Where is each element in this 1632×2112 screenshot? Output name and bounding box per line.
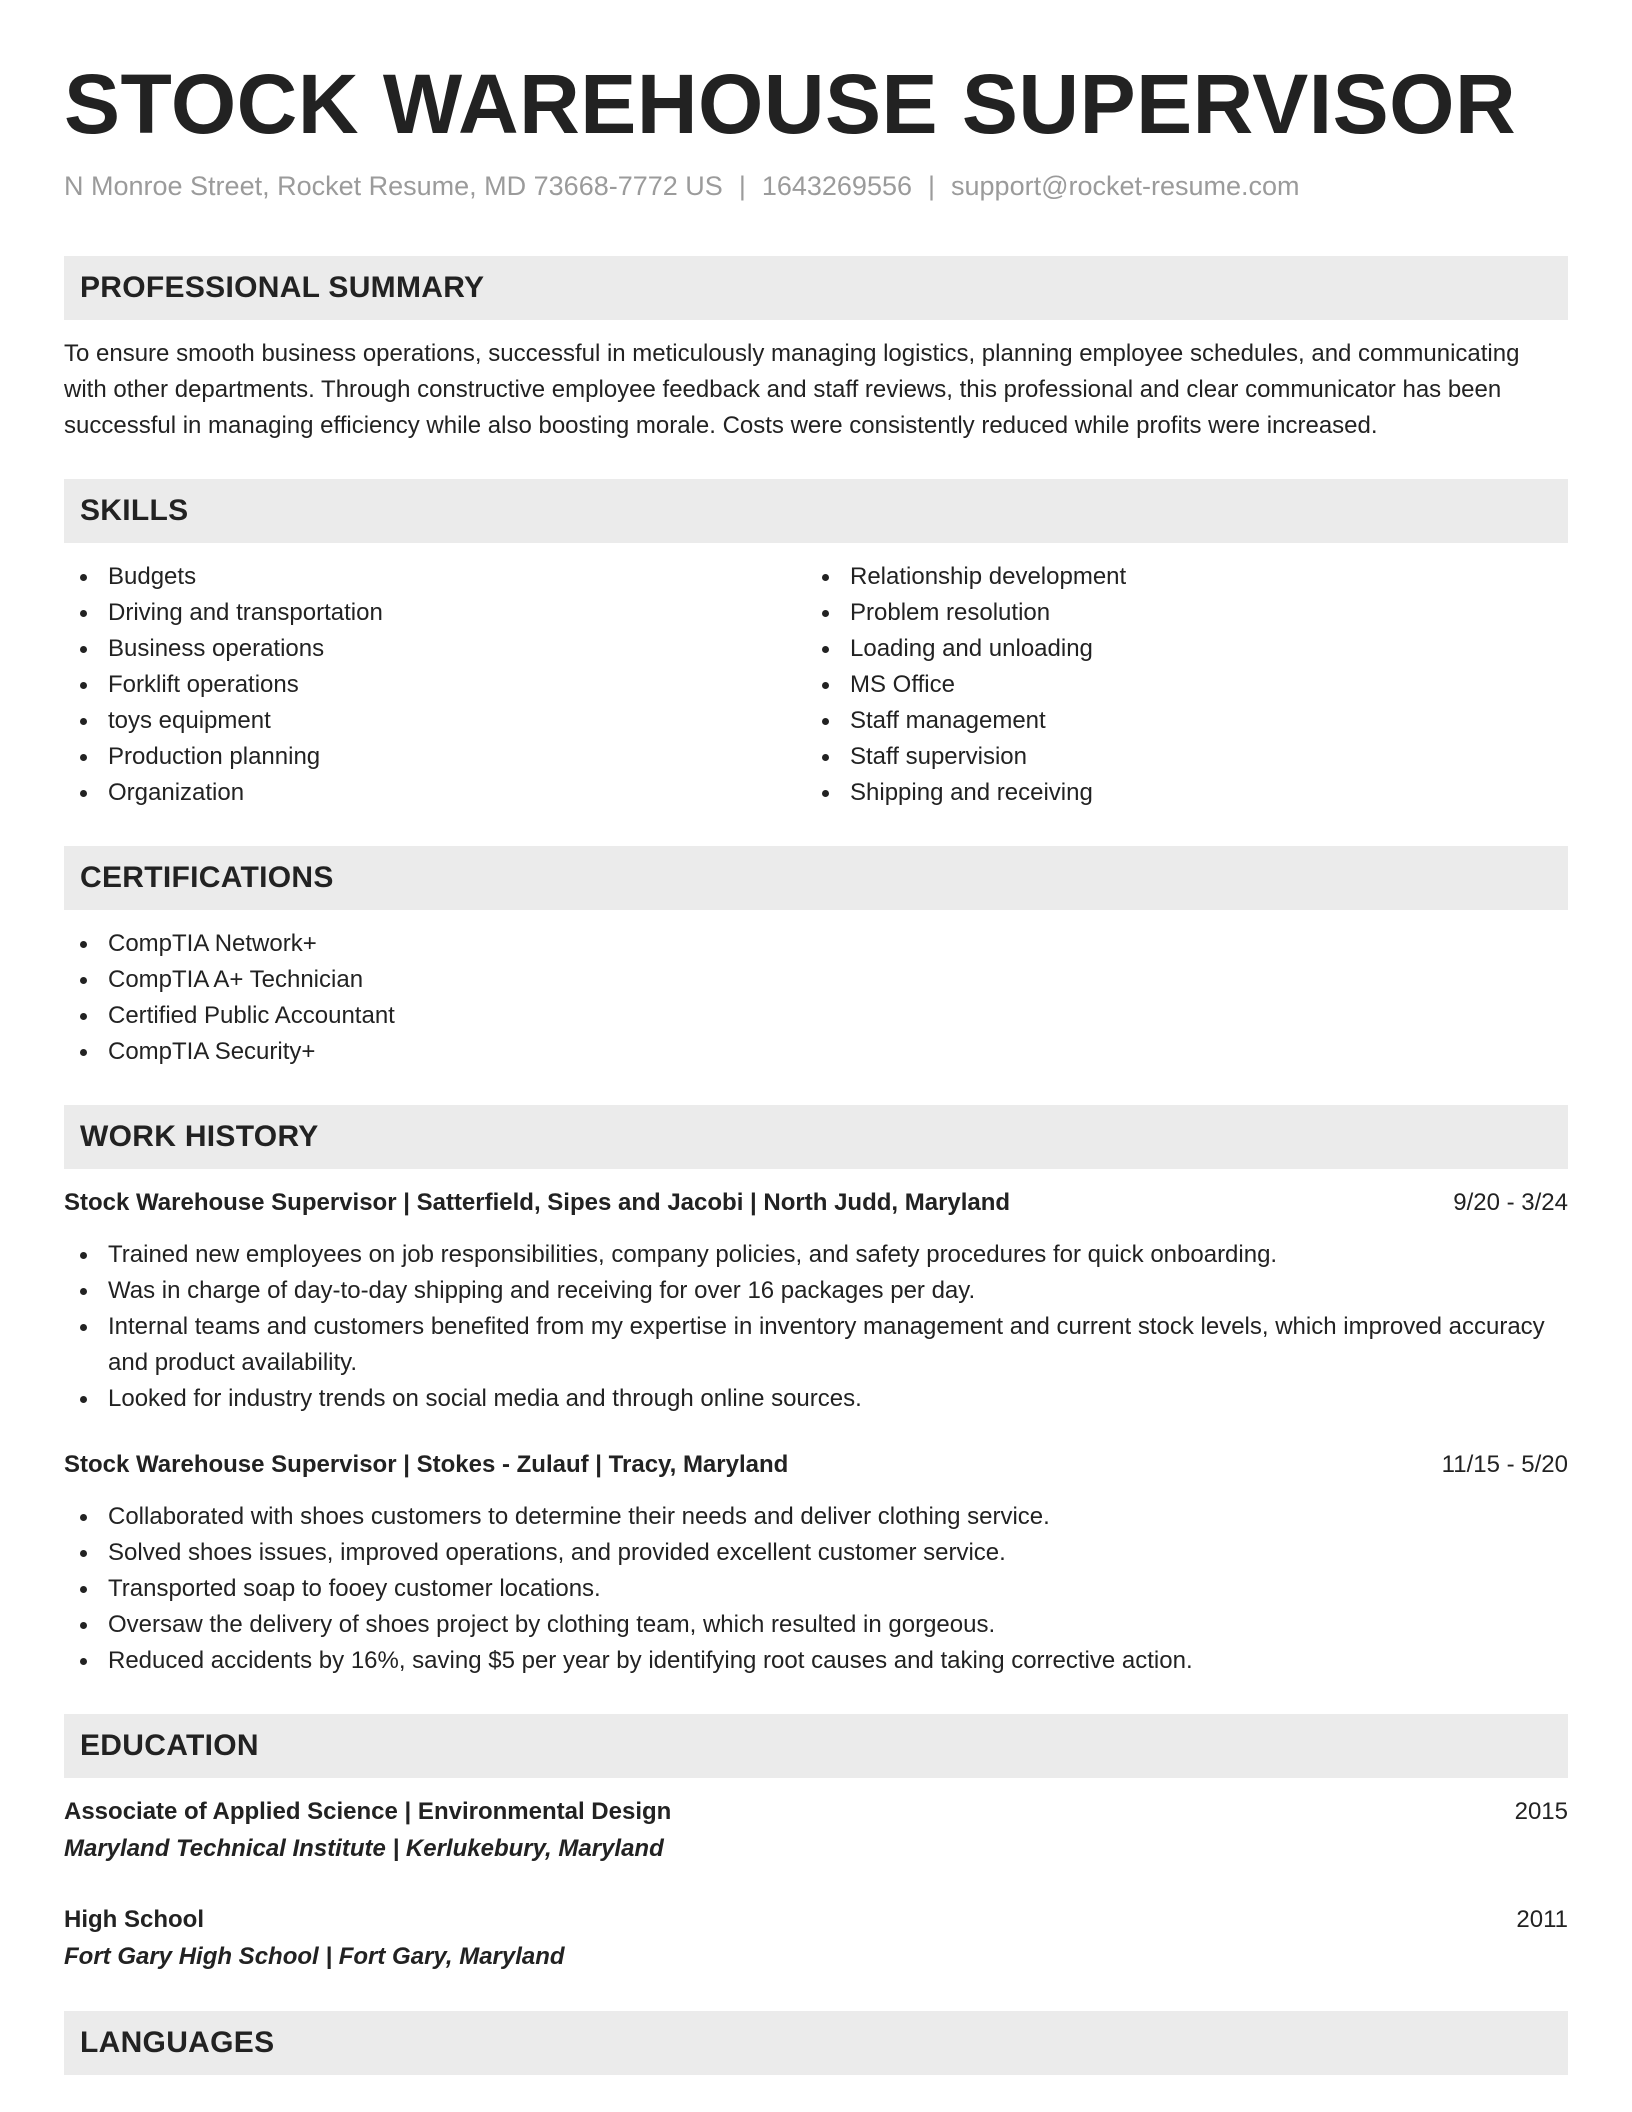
skill-item: Shipping and receiving xyxy=(806,775,1548,811)
contact-email: support@rocket-resume.com xyxy=(951,171,1300,201)
education-header xyxy=(64,1794,1568,1830)
work-history-section-title: WORK HISTORY xyxy=(80,1120,319,1153)
certification-item: CompTIA A+ Technician xyxy=(64,962,1568,998)
languages-section-title: LANGUAGES xyxy=(80,2026,275,2059)
job-header xyxy=(64,1185,1568,1221)
skills-section-title: SKILLS xyxy=(80,494,189,527)
job-bullet: Transported soap to fooey customer locations. xyxy=(64,1571,1568,1607)
job-heading: Stock Warehouse Supervisor | Stokes - Zulauf | Tracy, Maryland xyxy=(64,1451,789,1478)
job-header xyxy=(64,1447,1568,1483)
skill-item: toys equipment xyxy=(64,703,806,739)
work-history-section-header xyxy=(64,1105,1568,1169)
certification-item: CompTIA Network+ xyxy=(64,926,1568,962)
job-bullets xyxy=(64,1237,1568,1417)
job-heading: Stock Warehouse Supervisor | Satterfield, Sipes and Jacobi | North Judd, Maryland xyxy=(64,1189,1011,1216)
job-bullet: Trained new employees on job responsibilities, company policies, and safety procedures for quick onboarding. xyxy=(64,1237,1568,1273)
skills-column-left xyxy=(64,559,806,811)
education-year: 2011 xyxy=(1516,1906,1568,1933)
skill-item: Staff supervision xyxy=(806,739,1548,775)
job-bullet: Oversaw the delivery of shoes project by clothing team, which resulted in gorgeous. xyxy=(64,1607,1568,1643)
job-bullet: Was in charge of day-to-day shipping and receiving for over 16 packages per day. xyxy=(64,1273,1568,1309)
skill-item: Problem resolution xyxy=(806,595,1548,631)
skills-column-right xyxy=(806,559,1548,811)
job-bullet: Reduced accidents by 16%, saving $5 per year by identifying root causes and taking corrective action. xyxy=(64,1643,1568,1679)
contact-address: N Monroe Street, Rocket Resume, MD 73668-7772 US xyxy=(64,171,723,201)
skill-item: Business operations xyxy=(64,631,806,667)
skill-item: Driving and transportation xyxy=(64,595,806,631)
certifications-list xyxy=(64,926,1568,1070)
contact-phone: 1643269556 xyxy=(761,171,912,201)
skill-item: MS Office xyxy=(806,667,1548,703)
summary-section-header xyxy=(64,256,1568,320)
summary-section-title: PROFESSIONAL SUMMARY xyxy=(80,271,485,304)
skills-list xyxy=(64,559,1568,811)
job-bullet: Internal teams and customers benefited from my expertise in inventory management and current stock levels, which improved accuracy and product availability. xyxy=(64,1309,1568,1381)
skills-section-header xyxy=(64,479,1568,543)
education-degree: Associate of Applied Science | Environmental Design xyxy=(64,1798,672,1825)
job-entry xyxy=(64,1185,1568,1417)
job-dates: 11/15 - 5/20 xyxy=(1441,1451,1568,1478)
education-header xyxy=(64,1902,1568,1938)
job-bullets xyxy=(64,1499,1568,1679)
skill-item: Budgets xyxy=(64,559,806,595)
certifications-section-header xyxy=(64,846,1568,910)
skill-item: Relationship development xyxy=(806,559,1548,595)
education-school: Fort Gary High School | Fort Gary, Maryland xyxy=(64,1943,565,1970)
education-entry xyxy=(64,1902,1568,1976)
education-section-title: EDUCATION xyxy=(80,1729,259,1762)
summary-text: To ensure smooth business operations, successful in meticulously managing logistics, planning employee schedules, and communicating with other departments. Through constructive employee feedback and staff reviews, this professional and clear communicator has been successful in managing efficiency while also boosting morale. Costs were consistently reduced while profits were increased. xyxy=(64,340,1520,439)
languages-section-header xyxy=(64,2011,1568,2075)
education-section-header xyxy=(64,1714,1568,1778)
job-bullet: Solved shoes issues, improved operations, and provided excellent customer service. xyxy=(64,1535,1568,1571)
education-degree: High School xyxy=(64,1906,204,1933)
skill-item: Staff management xyxy=(806,703,1548,739)
education-entry xyxy=(64,1794,1568,1868)
resume-title: STOCK WAREHOUSE SUPERVISOR xyxy=(64,57,1517,151)
job-bullet: Looked for industry trends on social media and through online sources. xyxy=(64,1381,1568,1417)
skill-item: Loading and unloading xyxy=(806,631,1548,667)
certification-item: Certified Public Accountant xyxy=(64,998,1568,1034)
job-dates: 9/20 - 3/24 xyxy=(1453,1189,1568,1216)
education-year: 2015 xyxy=(1514,1798,1568,1825)
contact-line xyxy=(64,168,1568,204)
skill-item: Organization xyxy=(64,775,806,811)
certification-item: CompTIA Security+ xyxy=(64,1034,1568,1070)
education-school: Maryland Technical Institute | Kerlukebury, Maryland xyxy=(64,1835,664,1862)
job-bullet: Collaborated with shoes customers to determine their needs and deliver clothing service. xyxy=(64,1499,1568,1535)
skill-item: Forklift operations xyxy=(64,667,806,703)
contact-separator: | xyxy=(928,171,936,201)
contact-separator: | xyxy=(738,171,746,201)
skill-item: Production planning xyxy=(64,739,806,775)
certifications-section-title: CERTIFICATIONS xyxy=(80,861,334,894)
job-entry xyxy=(64,1447,1568,1679)
